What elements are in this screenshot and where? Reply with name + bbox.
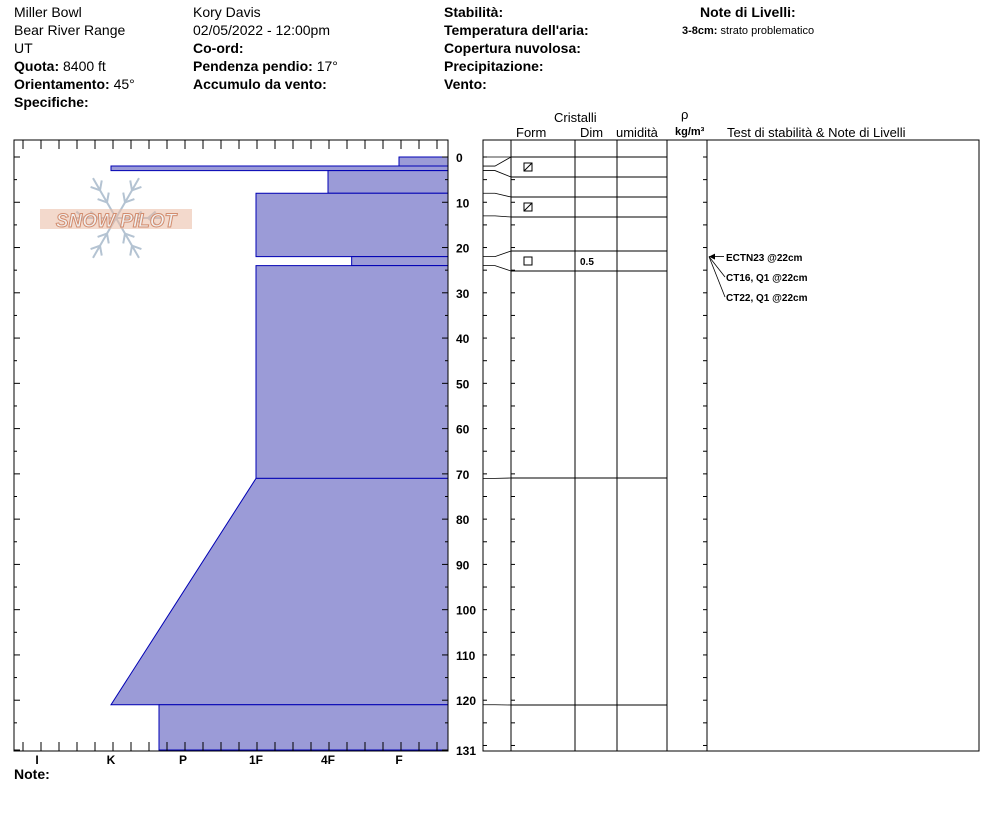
depth-tick-label: 80 [456, 513, 470, 528]
hardness-tick-label: F [395, 753, 403, 767]
depth-tick-label: 110 [456, 648, 476, 663]
hardness-tick-label: 4F [320, 753, 336, 767]
hardness-layer [352, 257, 448, 266]
stability-test-label: ECTN23 @22cm [726, 253, 803, 264]
layer-note-range: 3-8cm: [682, 25, 718, 37]
slope-value: 17° [316, 58, 338, 74]
depth-tick-label: 10 [456, 196, 470, 211]
depth-tick-label: 131 [456, 744, 477, 758]
grain-form-icon [524, 257, 532, 265]
grain-size-label: 0.5 [580, 257, 594, 268]
hardness-tick-label: I [35, 753, 39, 767]
hardness-layer [256, 266, 448, 479]
depth-tick-label: 0 [456, 151, 463, 165]
hardness-layer [399, 157, 448, 166]
hardness-layer [256, 193, 448, 256]
dim-header: Dim [580, 125, 604, 140]
aspect-label: Orientamento: [14, 76, 110, 92]
depth-tick-label: 20 [456, 241, 470, 256]
form-header: Form [516, 125, 547, 140]
observation-datetime: 02/05/2022 - 12:00pm [193, 22, 330, 38]
stability-test-label: CT22, Q1 @22cm [726, 293, 808, 304]
moisture-header: umidità [616, 125, 658, 140]
hardness-layer [328, 171, 448, 194]
depth-tick-label: 90 [456, 558, 470, 573]
range-name: Bear River Range [14, 22, 126, 38]
grain-table [483, 140, 979, 751]
elevation-value: 8400 ft [63, 58, 106, 74]
air-temp-label: Temperatura dell'aria: [444, 22, 589, 38]
hardness-tick-label: 1F [248, 753, 264, 767]
stability-tests [709, 253, 808, 304]
hardness-layer [159, 705, 448, 750]
wind-label: Vento: [444, 76, 487, 92]
stability-label: Stabilità: [444, 4, 504, 20]
depth-tick-label: 60 [456, 422, 470, 437]
slope-label: Pendenza pendio: [193, 58, 313, 74]
hardness-tick-label: K [106, 753, 116, 767]
layer-notes-label: Note di Livelli: [700, 4, 796, 20]
precipitation-label: Precipitazione: [444, 58, 544, 74]
layer-note-text: strato problematico [720, 25, 815, 37]
location-name: Miller Bowl [14, 4, 82, 20]
snowpilot-logo [40, 178, 192, 258]
logo-text: SNOW PILOT [55, 211, 177, 232]
hardness-tick-label: P [178, 753, 188, 767]
specifics-label: Specifiche: [14, 94, 89, 110]
depth-tick-label: 30 [456, 286, 470, 301]
stability-test-label: CT16, Q1 @22cm [726, 273, 808, 284]
wind-loading-label: Accumulo da vento: [193, 76, 327, 92]
table-frame [483, 140, 979, 751]
notes-label: Note: [14, 766, 50, 782]
depth-tick-label: 50 [456, 377, 470, 392]
density-unit-header: kg/m³ [675, 126, 705, 138]
hardness-layer [111, 166, 448, 171]
aspect-value: 45° [113, 76, 135, 92]
coord-label: Co-ord: [193, 40, 244, 56]
depth-tick-label: 70 [456, 467, 470, 482]
cloud-cover-label: Copertura nuvolosa: [444, 40, 581, 56]
rho-header: ρ [681, 107, 689, 122]
crystals-header: Cristalli [554, 110, 597, 125]
state-name: UT [14, 40, 33, 56]
depth-tick-label: 120 [456, 694, 477, 709]
tests-notes-header: Test di stabilità & Note di Livelli [727, 125, 906, 140]
depth-tick-label: 100 [456, 603, 477, 618]
depth-tick-label: 40 [456, 332, 470, 347]
hardness-layer [111, 478, 448, 704]
elevation-label: Quota: [14, 58, 60, 74]
observer-name: Kory Davis [193, 4, 261, 20]
